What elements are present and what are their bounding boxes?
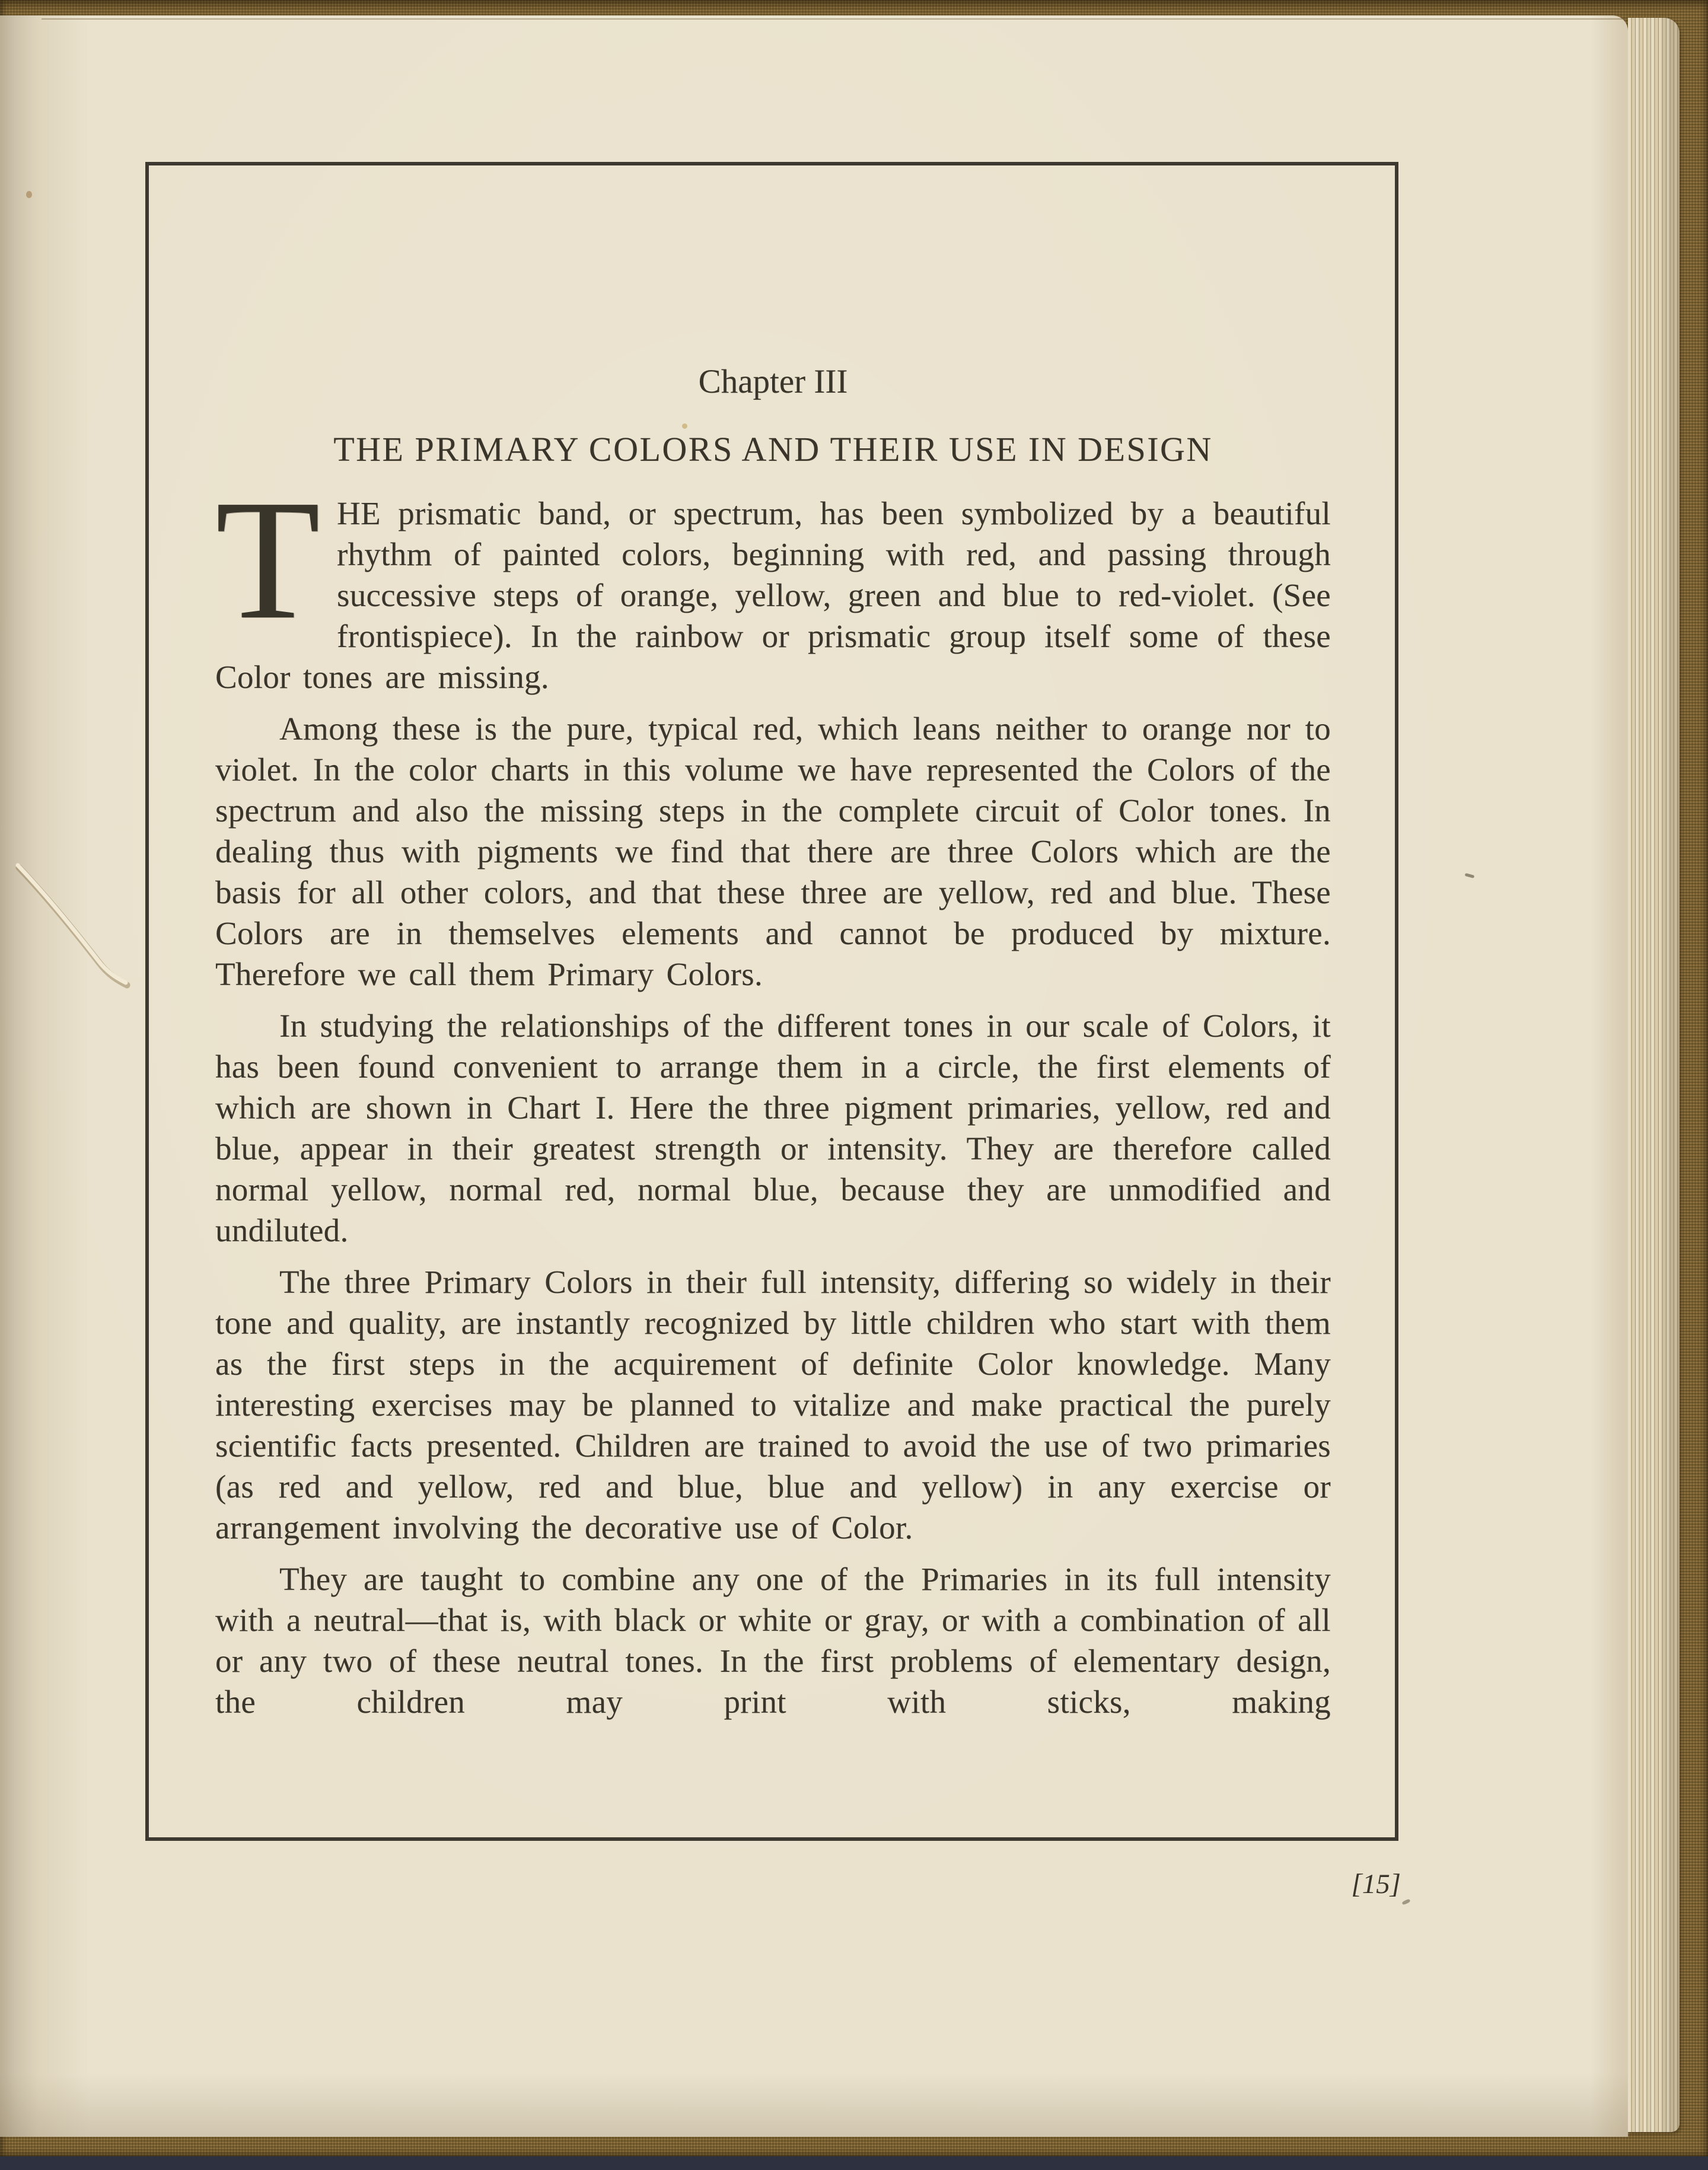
text-frame-border bbox=[145, 162, 1398, 1841]
body-paragraph: THE prismatic band, or spectrum, has been symbolized by a beautiful rhythm of painted colors, beginning with red, and passing through successive steps of orange, yellow, green and blue to red-violet. (See frontispiece). In the rainbow or prismatic group itself some of these Color tones are missing. bbox=[215, 464, 1331, 695]
binding-thread bbox=[0, 855, 142, 1009]
body-paragraph: Among these is the pure, typical red, which leans neither to orange nor to violet. In the color charts in this volume we have represented the Colors of the spectrum and also the missing steps in the complete circuit of Color tones. In dealing thus with pigments we find that there are three Colors which are the basis for all other colors, and that these three are yellow, red and blue. These Colors are in themselves elements and cannot be produced by mixture. Therefore we call them Primary Colors. bbox=[215, 710, 1331, 992]
page-edges bbox=[1628, 18, 1680, 2132]
paper-speck bbox=[1401, 1898, 1410, 1905]
page-title: THE PRIMARY COLORS AND THEIR USE IN DESIGN bbox=[333, 430, 1213, 469]
body-paragraph: They are taught to combine any one of the Primaries in its full intensity with a neutral—that is, with black or white or gray, or with a combination of all or any two of these neutral tones. In the first problems of elementary design, the children may print with sticks, making bbox=[215, 1561, 1331, 1720]
paper-speck bbox=[1465, 873, 1475, 878]
body-paragraph: The three Primary Colors in their full intensity, differing so widely in their tone and quality, are instantly recognized by little children who start with them as the first steps in the acquirement of definite Color knowledge. Many interesting exercises may be planned to vitalize and make practical the purely scientific facts presented. Children are trained to avoid the use of two primaries (as red and yellow, red and blue, blue and yellow) in any exercise or arrangement involving the decorative use of Color. bbox=[215, 1264, 1331, 1546]
body-paragraph: In studying the relationships of the different tones in our scale of Colors, it has been found convenient to arrange them in a circle, the first elements of which are shown in Chart I. Here the three pigment primaries, yellow, red and blue, appear in their greatest strength or intensity. They are therefore called normal yellow, normal red, normal blue, because they are unmodified and undiluted. bbox=[215, 1008, 1331, 1248]
drop-cap: T bbox=[215, 464, 321, 655]
page-number: [15] bbox=[1351, 1869, 1401, 1900]
paper-speck bbox=[26, 191, 32, 198]
chapter-heading: Chapter III bbox=[698, 363, 848, 400]
book-page bbox=[0, 15, 1628, 2137]
body-text bbox=[215, 464, 1331, 1722]
